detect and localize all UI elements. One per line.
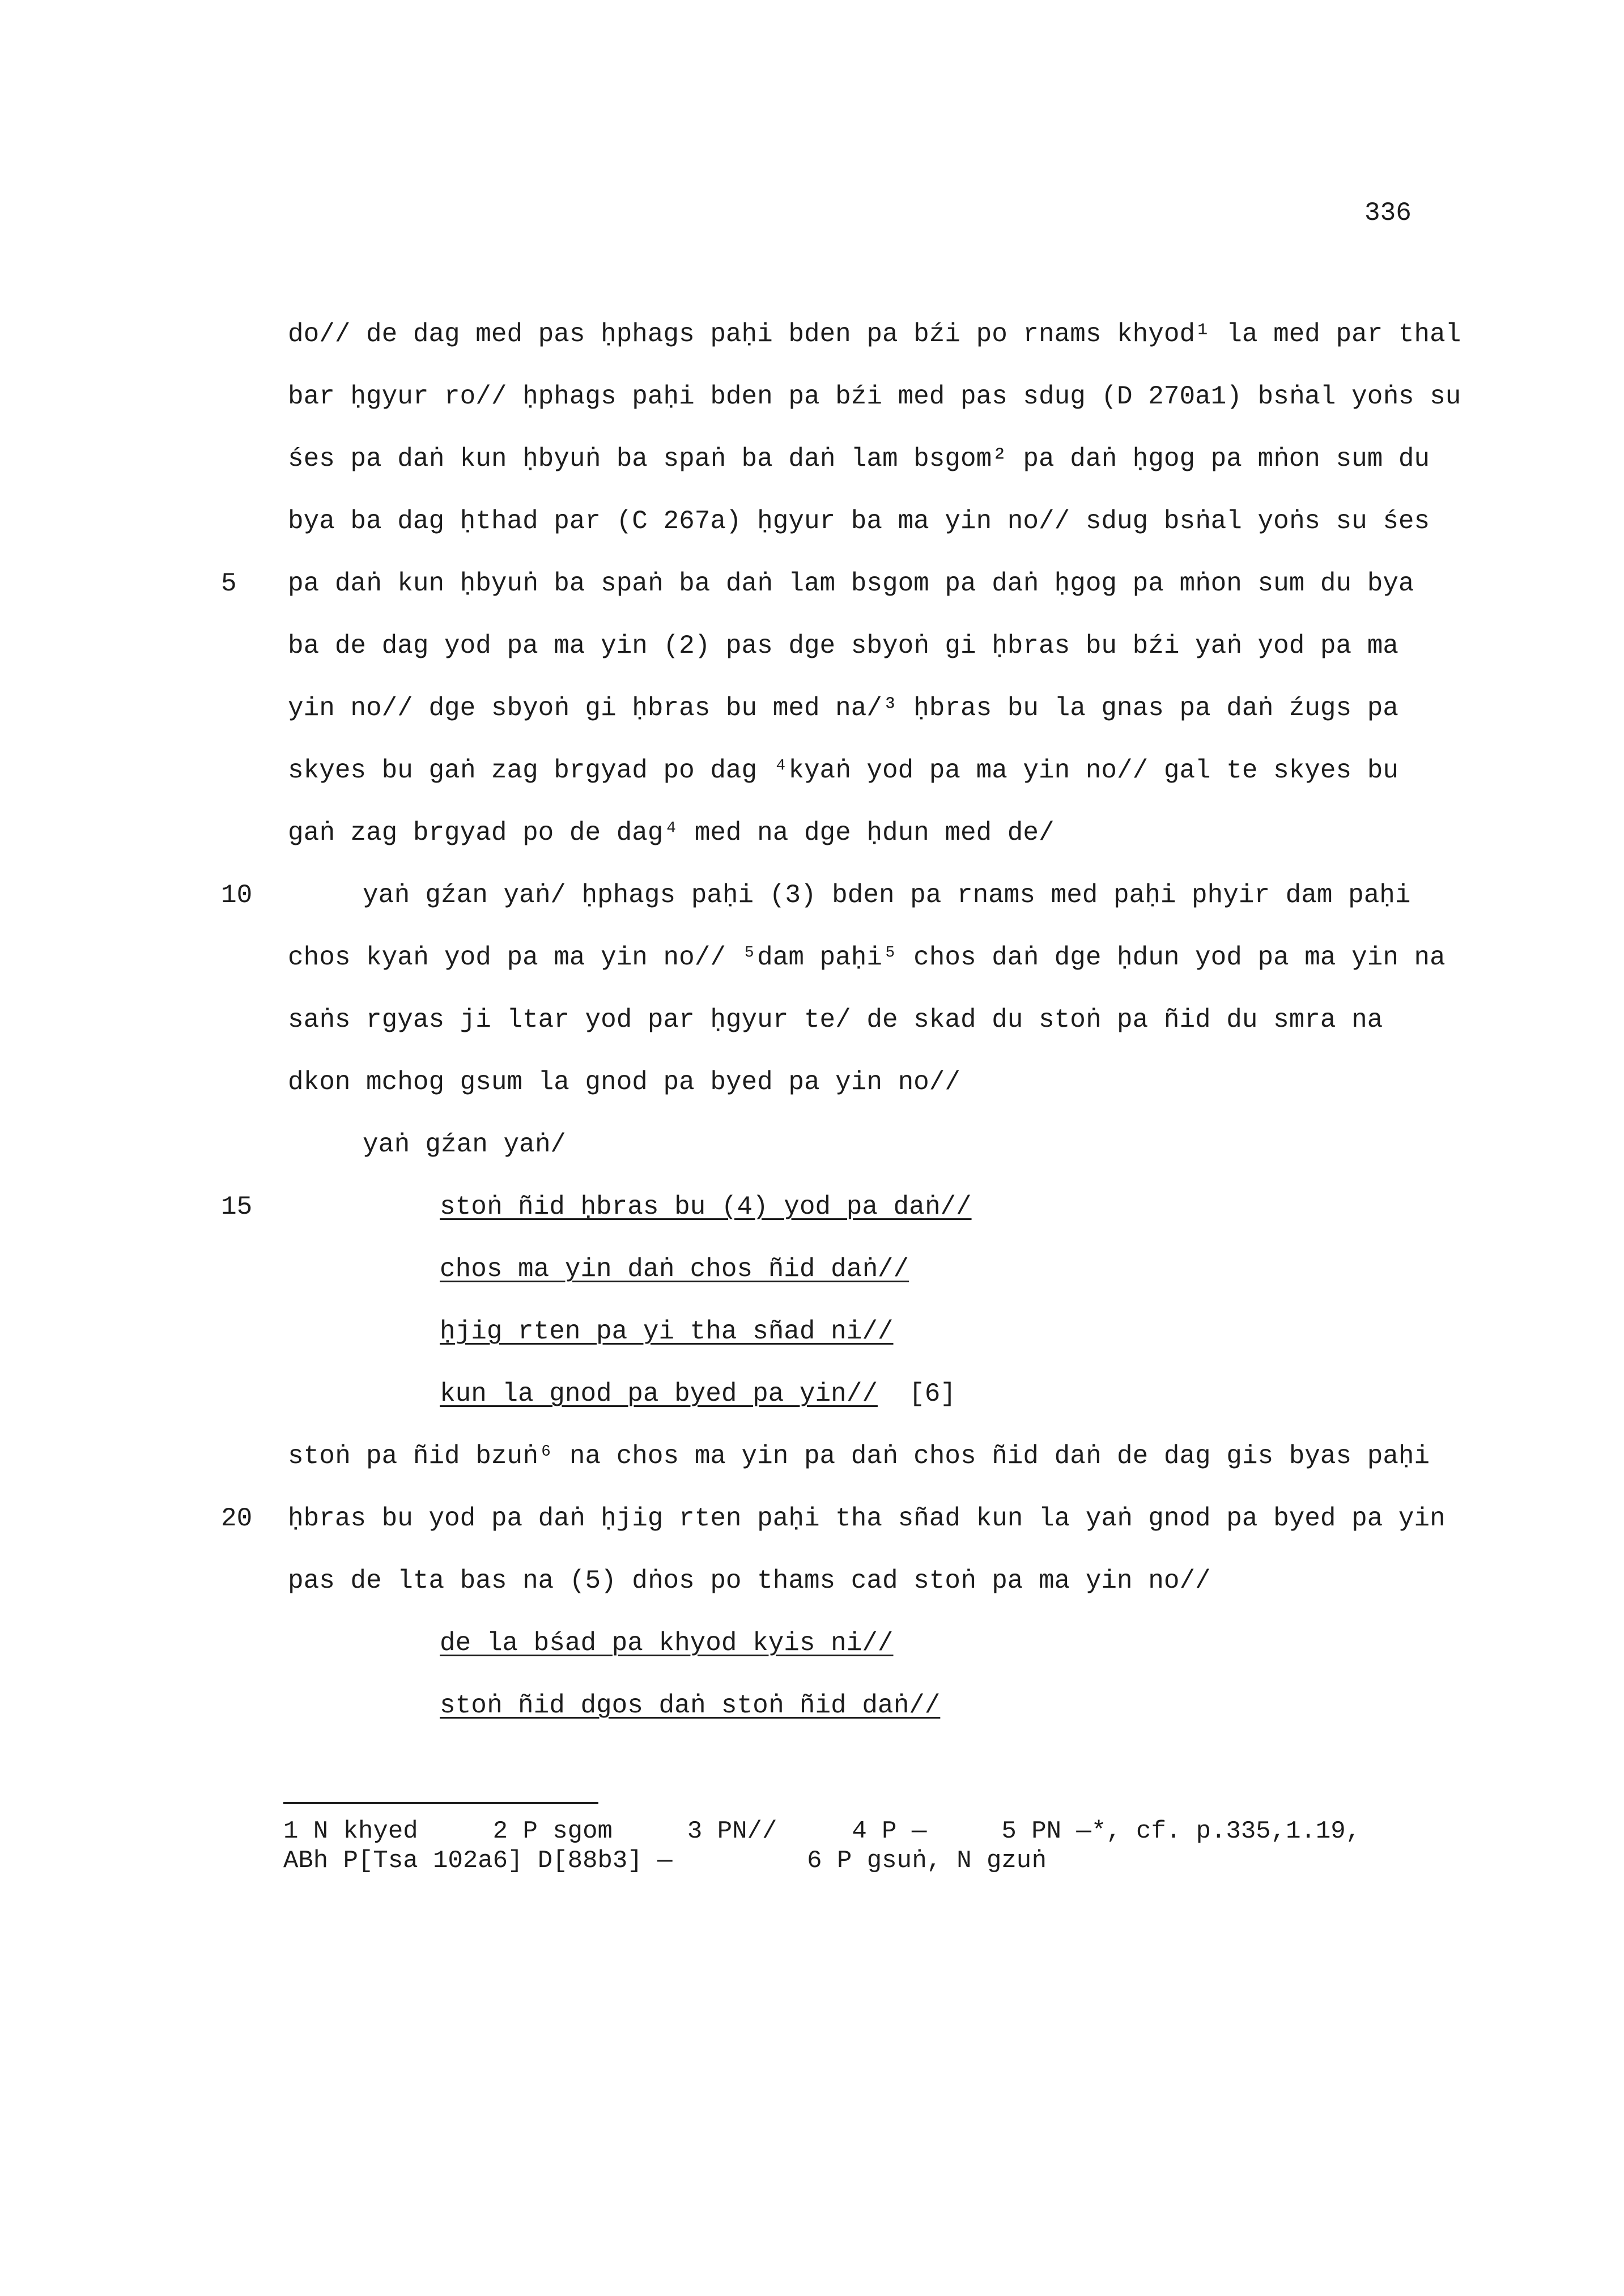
line-text: bya ba dag ḥthad par (C 267a) ḥgyur ba ma yin no// sdug bsṅal yoṅs su śes [288,507,1430,536]
line-text: skyes bu gaṅ zag brgyad po dag ⁴kyaṅ yod pa ma yin no// gal te skyes bu [288,756,1398,785]
text-line [288,567,1414,601]
text-line [288,816,1055,850]
verse-line [440,1689,940,1723]
line-number: 5 [221,569,237,598]
text-line [363,1128,566,1162]
verse-line [440,1315,894,1349]
verse-line [440,1252,909,1286]
line-text: yin no// dge sbyoṅ gi ḥbras bu med na/³ ḥbras bu la gnas pa daṅ źugs pa [288,694,1398,723]
verse-line [440,1377,956,1411]
text-line [288,1502,1446,1536]
text-line [288,380,1461,414]
line-text: kun la gnod pa byed pa yin// [440,1379,878,1409]
text-line [288,1003,1383,1037]
line-text: yaṅ gźan yaṅ/ ḥphags paḥi (3) bden pa rnams med paḥi phyir dam paḥi [363,881,1411,910]
line-number: 10 [221,881,253,910]
line-text: de la bśad pa khyod kyis ni// [440,1629,894,1658]
line-text: ba de dag yod pa ma yin (2) pas dge sbyoṅ gi ḥbras bu bźi yaṅ yod pa ma [288,631,1398,661]
line-text: gaṅ zag brgyad po de dag⁴ med na dge ḥdun med de/ [288,818,1055,848]
line-text: stoṅ ñid dgos daṅ stoṅ ñid daṅ// [440,1691,941,1720]
text-line [288,629,1398,663]
line-text: ḥbras bu yod pa daṅ ḥjig rten paḥi tha sñad kun la yaṅ gnod pa byed pa yin [288,1504,1446,1533]
line-text: stoṅ pa ñid bzuṅ⁶ na chos ma yin pa daṅ chos ñid daṅ de dag gis byas paḥi [288,1442,1430,1471]
text-line [288,1439,1430,1473]
line-number: 15 [221,1192,253,1222]
line-text: pa daṅ kun ḥbyuṅ ba spaṅ ba daṅ lam bsgom pa daṅ ḥgog pa mṅon sum du bya [288,569,1414,598]
page-number: 336 [1364,198,1412,228]
text-line [288,691,1398,725]
line-text: chos kyaṅ yod pa ma yin no// ⁵dam paḥi⁵ chos daṅ dge ḥdun yod pa ma yin na [288,943,1446,972]
line-text: chos ma yin daṅ chos ñid daṅ// [440,1255,909,1284]
line-text: śes pa daṅ kun ḥbyuṅ ba spaṅ ba daṅ lam bsgom² pa daṅ ḥgog pa mṅon sum du [288,444,1430,474]
footnote-line: ABh P[Tsa 102a6] D[88b3] — 6 P gsuṅ, N gzuṅ [283,1847,1047,1875]
footnote-rule [283,1802,598,1804]
line-number: 20 [221,1504,253,1533]
text-line [288,317,1461,351]
text-line [288,1564,1211,1598]
text-line [288,1065,960,1099]
line-text: dkon mchog gsum la gnod pa byed pa yin no// [288,1068,960,1097]
line-text: ḥjig rten pa yi tha sñad ni// [440,1317,894,1346]
line-text: do// de dag med pas ḥphags paḥi bden pa bźi po rnams khyod¹ la med par thal [288,320,1461,349]
text-line [363,878,1411,912]
line-text: pas de lta bas na (5) dṅos po thams cad stoṅ pa ma yin no// [288,1566,1211,1596]
verse-line [440,1190,972,1224]
line-text: bar ḥgyur ro// ḥphags paḥi bden pa bźi med pas sdug (D 270a1) bsṅal yoṅs su [288,382,1461,411]
text-line [288,941,1446,975]
text-line [288,504,1430,538]
verse-number: [6] [877,1379,956,1409]
line-text: saṅs rgyas ji ltar yod par ḥgyur te/ de skad du stoṅ pa ñid du smra na [288,1005,1383,1035]
line-text: yaṅ gźan yaṅ/ [363,1130,566,1159]
text-line [288,442,1430,476]
text-line [288,754,1398,788]
line-text: stoṅ ñid ḥbras bu (4) yod pa daṅ// [440,1192,972,1222]
footnote-line: 1 N khyed 2 P sgom 3 PN// 4 P — 5 PN —*, cf. p.335,1.19, [283,1817,1361,1846]
verse-line [440,1626,894,1660]
